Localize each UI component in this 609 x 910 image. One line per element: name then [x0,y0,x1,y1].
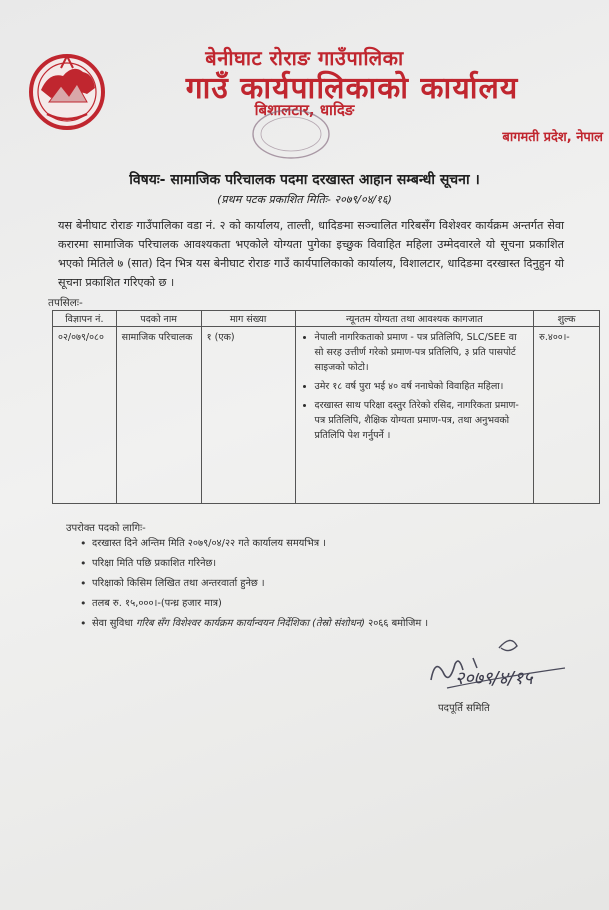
list-item [80,614,428,634]
col-qualifications: न्यूनतम योग्यता तथा आवश्यक कागजात [295,311,534,327]
notice-subject: विषयः- सामाजिक परिचालक पदमा दरखास्त आहान सम्बन्धी सूचना । [129,172,480,188]
table-header-row [53,311,600,327]
closing-list [80,534,428,634]
vacancy-table [52,310,600,504]
col-ad-number: विज्ञापन नं. [53,311,117,327]
office-location: बिशालटार, धादिङ [254,101,355,119]
requirement-item: • नेपाली नागरिकताको प्रमाण - पत्र प्रतिलिपि, SLC/SEE वा सो सरह उत्तीर्ण गरेको प्रमाण-पत्र प्रतिलिपि, ३ प्रति पासपोर्ट साइजको फोटो। [315,330,529,375]
benefits-suffix: २०६६ बमोजिम । [364,618,429,629]
col-fee: शुल्क [534,311,600,327]
office-title: गाउँ कार्यपालिकाको कार्यालय [185,71,519,106]
col-post-name: पदको नाम [116,311,201,327]
benefits-prefix: सेवा सुविधा [92,618,137,629]
signature-date: २०७९/४/१५ [455,668,533,689]
signature-handwriting [425,628,575,698]
col-demand-count: माग संख्या [201,311,295,327]
publish-date: (प्रथम पटक प्रकाशित मितिः- २०७९/०४/१६) [217,193,392,206]
list-item: • तलब रु. १५,०००।-(पन्ध्र हजार मात्र) [80,594,428,614]
cell-qualifications [295,327,534,504]
signatory-title: पदपूर्ति समिति [438,703,490,714]
table-row [53,327,600,504]
requirement-item: • दरखास्त साथ परिक्षा दस्तुर तिरेको रसिद, नागरिकता प्रमाण-पत्र प्रतिलिपि, शैक्षिक योग्यता प्रमाण-पत्र, तथा अनुभवको प्रतिलिपि पेश गर्नुपर्ने । [315,398,529,443]
list-item: • परिक्षाको किसिम लिखित तथा अन्तरवार्ता हुनेछ । [80,574,428,594]
closing-intro: उपरोक्त पदको लागिः- [66,523,146,534]
list-item: • दरखास्त दिने अन्तिम मिति २०७९/०४/२२ गते कार्यालय समयभित्र । [80,534,428,554]
requirement-item: • उमेर १८ वर्ष पुरा भई ४० वर्ष ननाघेको विवाहित महिला। [315,379,529,394]
cell-post-name: सामाजिक परिचालक [116,327,201,504]
cell-fee: रु.४००।- [534,327,600,504]
details-label: तपसिलः- [48,297,83,309]
cell-demand-count: १ (एक) [201,327,295,504]
office-stamp-icon [248,104,334,164]
notice-body: यस बेनीघाट रोराङ गाउँपालिका वडा नं. २ को कार्यालय, ताल्ती, धादिङमा सञ्चालित गरिबसँग विशेश्वर कार्यक्रम अन्तर्गत सेवा करारमा सामाजिक परिचालक आवश्यकता भएकोले योग्यता पुगेका इच्छुक विवाहित महिला उम्मेदवारले यो सूचना प्रकाशित भएको मितिले ७ (सात) दिन भित्र यस बेनीघाट रोराङ गाउँ कार्यपालिकाको कार्यालय, विशालटार, धादिङमा दरखास्त दिनुहुन यो सूचना प्रकाशित गरिएको छ । [58,219,564,289]
province-label: बागमती प्रदेश, नेपाल [502,130,603,145]
list-item: • परिक्षा मिति पछि प्रकाशित गरिनेछ। [80,554,428,574]
cell-ad-number: ०२/०७९/०८० [53,327,117,504]
municipality-name: बेनीघाट रोराङ गाउँपालिका [205,46,404,70]
guideline-title: गरिब सँग विशेश्वर कार्यक्रम कार्यान्वयन निर्देशिका (तेस्रो संशोधन) [136,618,365,629]
requirements-list [301,330,529,443]
